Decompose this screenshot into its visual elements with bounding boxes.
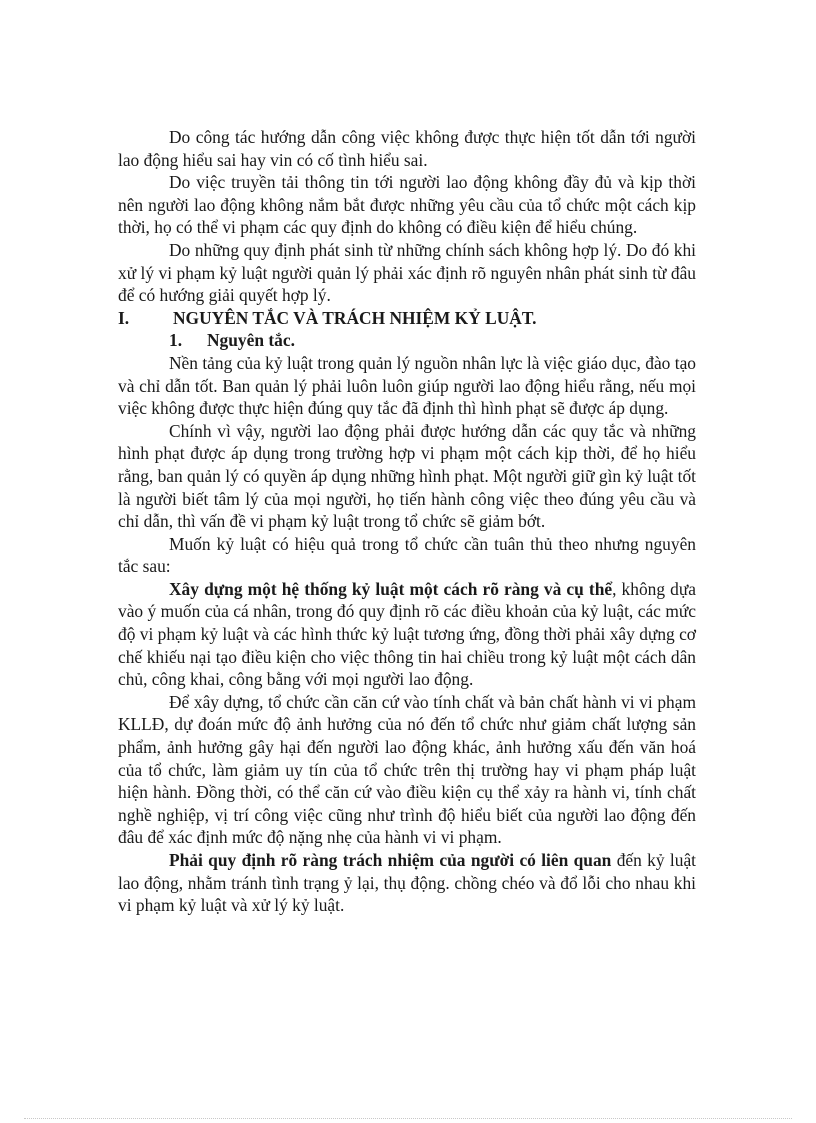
document-page [118, 126, 696, 917]
paragraph-principle-1 [118, 578, 696, 691]
paragraph-cause-information: Do việc truyền tải thông tin tới người lao động không đầy đủ và kịp thời nên người lao động không nắm bắt được những yêu cầu của tổ chức một cách kịp thời, họ có thể vi phạm các quy định do không có điều kiện để hiểu chúng. [118, 172, 696, 238]
principle-1-text: , không dựa vào ý muốn của cá nhân, trong đó quy định rõ các điều khoản của kỷ luật, các mức độ vi phạm kỷ luật và các hình thức kỷ luật tương ứng, đồng thời phải xây dựng cơ chế khiếu nại tạo điều kiện cho việc thông tin hai chiều trong kỷ luật một cách dân chủ, công khai, công bằng với mọi người lao động. [118, 578, 696, 690]
paragraph-principle-detail: Để xây dựng, tổ chức cần căn cứ vào tính chất và bản chất hành vi vi phạm KLLĐ, dự đoán mức độ ảnh hưởng của nó đến tổ chức như giảm chất lượng sản phẩm, ảnh hưởng gây hại đến người lao động khác, ảnh hưởng xấu đến văn hoá của tổ chức, làm giảm uy tín của tổ chức trên thị trường hay vi phạm pháp luật hiện hành. Đồng thời, có thể căn cứ vào điều kiện cụ thể xảy ra hành vi, tính chất nghề nghiệp, vị trí công việc cũng như trình độ hiểu biết của người lao động đến đâu để xác định mức độ nặng nhẹ của hành vi vi phạm. [118, 691, 696, 848]
subsection-heading [118, 329, 696, 352]
principle-2-text: đến kỷ luật lao động, nhằm tránh tình trạng ỷ lại, thụ động. chồng chéo và đổ lỗi cho nhau khi vi phạm kỷ luật và xử lý kỷ luật. [118, 850, 697, 916]
paragraph-principles-intro: Muốn kỷ luật có hiệu quả trong tổ chức cần tuân thủ theo nhưng nguyên tắc sau: [118, 533, 696, 577]
subsection-title: Nguyên tắc. [207, 330, 295, 351]
paragraph-cause-policy: Do những quy định phát sinh từ những chính sách không hợp lý. Do đó khi xử lý vi phạm kỷ luật người quản lý phải xác định rõ nguyên nhân phát sinh từ đâu để có hướng giải quyết hợp lý. [118, 239, 696, 306]
paragraph-principle-2 [118, 849, 696, 917]
page-bottom-divider [24, 1118, 792, 1119]
subsection-number: 1. [169, 330, 183, 351]
paragraph-cause-guidance: Do công tác hướng dẫn công việc không được thực hiện tốt dẫn tới người lao động hiểu sai hay vin có cố tình hiểu sai. [118, 127, 696, 170]
paragraph-guidance-rules: Chính vì vậy, người lao động phải được hướng dẫn các quy tắc và những hình phạt được áp dụng trong trường hợp vi phạm một cách kịp thời, để họ hiểu rằng, ban quản lý có quyền áp dụng những hình phạt. Một người giữ gìn kỷ luật tốt là người biết tâm lý của mọi người, họ tiến hành công việc theo đúng yêu cầu và chỉ dẫn, thì vấn đề vi phạm kỷ luật trong tổ chức sẽ giảm bớt. [118, 420, 696, 532]
section-heading [118, 307, 696, 330]
section-title: NGUYÊN TẮC VÀ TRÁCH NHIỆM KỶ LUẬT. [173, 307, 537, 328]
paragraph-foundation: Nền tảng của kỷ luật trong quản lý nguồn nhân lực là việc giáo dục, đào tạo và chỉ dẫn tốt. Ban quản lý phải luôn luôn giúp người lao động hiểu rằng, nếu mọi việc không được thực hiện đúng quy tắc đã định thì hình phạt sẽ được áp dụng. [118, 352, 696, 419]
principle-2-emphasis: Phải quy định rõ ràng trách nhiệm của người có liên quan [169, 850, 612, 870]
section-number: I. [118, 307, 130, 328]
principle-1-emphasis: Xây dựng một hệ thống kỷ luật một cách rõ ràng và cụ thể [169, 578, 613, 599]
